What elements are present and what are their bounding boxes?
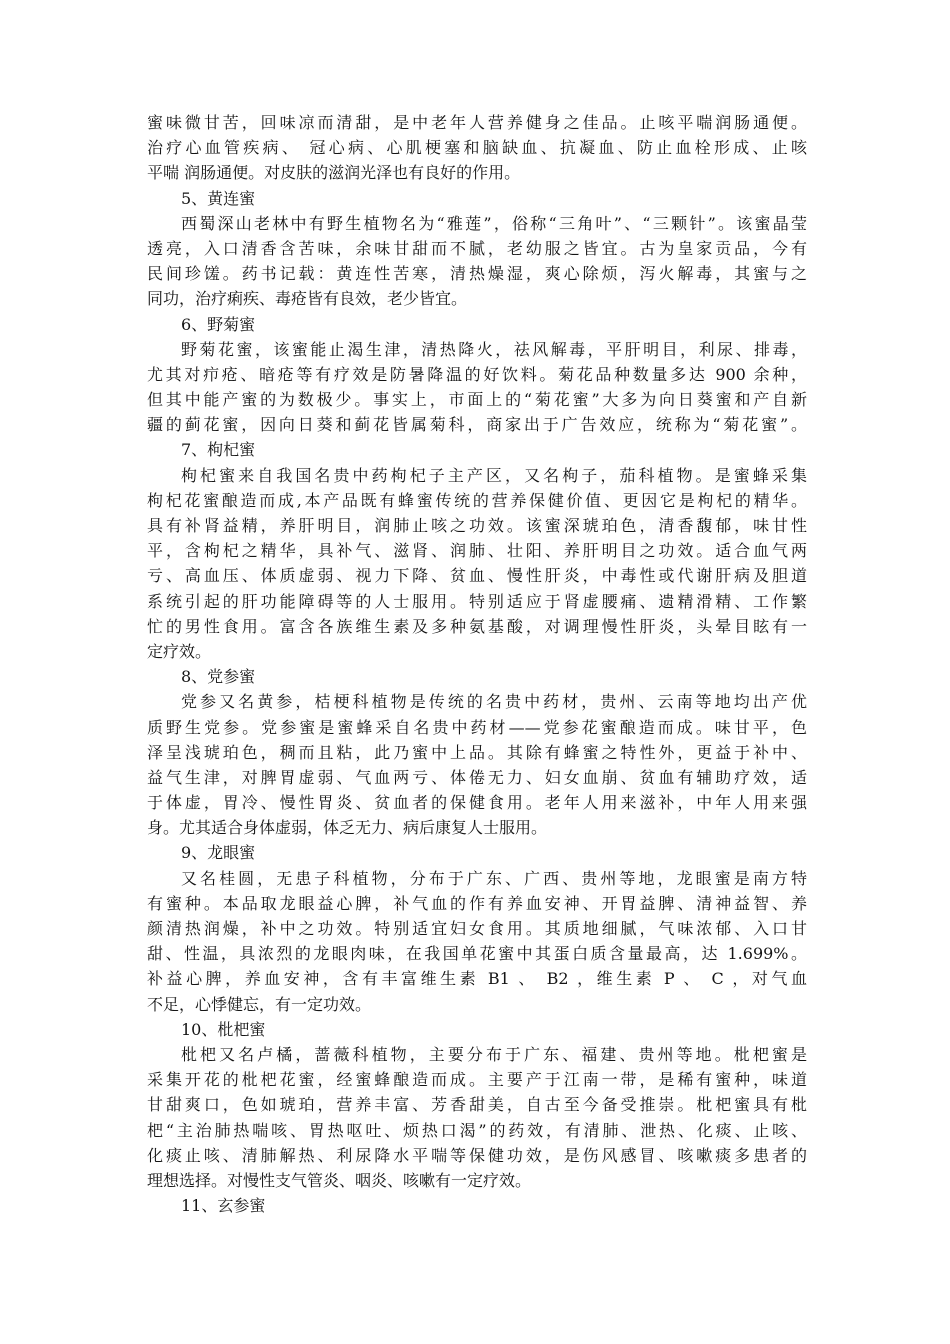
paragraph-line: 补益心脾，养血安神，含有丰富维生素 B1 、 B2 ，维生素 P 、 C ，对气血 <box>147 969 807 989</box>
paragraph-line: 甜、性温，具浓烈的龙眼肉味，在我国单花蜜中其蛋白质含量最高，达 1.699%。 <box>147 944 807 964</box>
paragraph-line: 采集开花的枇杷花蜜，经蜜蜂酿造而成。主要产于江南一带，是稀有蜜种，味道 <box>147 1070 807 1090</box>
paragraph-line: 理想选择。对慢性支气管炎、咽炎、咳嗽有一定疗效。 <box>147 1170 532 1190</box>
paragraph-line: 身。尤其适合身体虚弱，体乏无力、病后康复人士服用。 <box>147 818 548 838</box>
paragraph-line: 野菊花蜜，该蜜能止渴生津，清热降火，祛风解毒，平肝明目，利尿、排毒， <box>181 339 807 359</box>
paragraph-line: 甘甜爽口，色如琥珀，营养丰富、芳香甜美，自古至今备受推崇。枇杷蜜具有枇 <box>147 1095 807 1115</box>
paragraph-line: 杷“主治肺热喘咳、胃热呕吐、烦热口渴”的药效，有清肺、泄热、化痰、止咳、 <box>147 1120 807 1140</box>
paragraph-line: 党参又名黄参，桔梗科植物是传统的名贵中药材，贵州、云南等地均出产优 <box>181 692 807 712</box>
paragraph-line: 不足，心悸健忘，有一定功效。 <box>147 994 372 1014</box>
paragraph-line: 疆的蓟花蜜，因向日葵和蓟花皆属菊科，商家出于广告效应，统称为“菊花蜜”。 <box>147 415 807 435</box>
paragraph-line: 同功，治疗痢疾、毒疮皆有良效，老少皆宜。 <box>147 289 468 309</box>
paragraph-line: 化痰止咳、清肺解热、利尿降水平喘等保健功效，是伤风感冒、咳嗽痰多患者的 <box>147 1145 807 1165</box>
paragraph-line: 平，含枸杞之精华，具补气、滋肾、润肺、壮阳、养肝明目之功效。适合血气两 <box>147 541 807 561</box>
paragraph-line: 系统引起的肝功能障碍等的人士服用。特别适应于肾虚腰痛、遗精滑精、工作繁 <box>147 591 807 611</box>
paragraph-line: 治疗心血管疾病、 冠心病、心肌梗塞和脑缺血、抗凝血、防止血栓形成、止咳 <box>147 138 807 158</box>
paragraph-line: 于体虚，胃冷、慢性胃炎、贫血者的保健食用。老年人用来滋补，中年人用来强 <box>147 793 807 813</box>
paragraph-line: 又名桂圆，无患子科植物，分布于广东、广西、贵州等地，龙眼蜜是南方特 <box>181 868 807 888</box>
paragraph-line: 但其中能产蜜的为数极少。事实上，市面上的“菊花蜜”大多为向日葵蜜和产自新 <box>147 390 807 410</box>
paragraph-line: 忙的男性食用。富含各族维生素及多种氨基酸，对调理慢性肝炎，头晕目眩有一 <box>147 616 807 636</box>
section-heading: 8、党参蜜 <box>181 667 256 687</box>
paragraph-line: 益气生津，对脾胃虚弱、气血两亏、体倦无力、妇女血崩、贫血有辅助疗效，适 <box>147 767 807 787</box>
section-heading: 5、黄连蜜 <box>181 188 256 208</box>
section-heading: 9、龙眼蜜 <box>181 843 256 863</box>
section-heading: 10、枇杷蜜 <box>181 1019 266 1039</box>
paragraph-line: 蜜味微甘苦，回味凉而清甜，是中老年人营养健身之佳品。止咳平喘润肠通便。 <box>147 113 807 132</box>
paragraph-line: 有蜜种。本品取龙眼益心脾，补气血的作有养血安神、开胃益脾、清神益智、养 <box>147 893 807 913</box>
section-heading: 6、野菊蜜 <box>181 314 256 334</box>
paragraph-line: 枇杷又名卢橘，蔷薇科植物，主要分布于广东、福建、贵州等地。枇杷蜜是 <box>181 1044 807 1064</box>
section-heading: 11、玄参蜜 <box>181 1196 266 1216</box>
paragraph-line: 亏、高血压、体质虚弱、视力下降、贫血、慢性肝炎，中毒性或代谢肝病及胆道 <box>147 566 807 586</box>
paragraph-line: 平喘 润肠通便。对皮肤的滋润光泽也有良好的作用。 <box>147 163 521 183</box>
paragraph-line: 泽呈浅琥珀色，稠而且粘，此乃蜜中上品。其除有蜂蜜之特性外，更益于补中、 <box>147 742 807 762</box>
paragraph-line: 颜清热润燥，补中之功效。特别适宜妇女食用。其质地细腻，气味浓郁、入口甘 <box>147 919 807 938</box>
paragraph-line: 尤其对疖疮、暗疮等有疗效是防暑降温的好饮料。菊花品种数量多达 900 余种， <box>147 364 807 384</box>
paragraph-line: 定疗效。 <box>147 641 212 661</box>
paragraph-line: 枸杞花蜜酿造而成,本产品既有蜂蜜传统的营养保健价值、更因它是枸杞的精华。 <box>147 490 807 510</box>
section-heading: 7、枸杞蜜 <box>181 440 256 460</box>
paragraph-line: 枸杞蜜来自我国名贵中药枸杞子主产区，又名枸子，茄科植物。是蜜蜂采集 <box>181 465 807 485</box>
paragraph-line: 民间珍馐。药书记载：黄连性苦寒，清热燥湿，爽心除烦，泻火解毒，其蜜与之 <box>147 264 807 284</box>
paragraph-line: 具有补肾益精，养肝明目，润肺止咳之功效。该蜜深琥珀色，清香馥郁，味甘性 <box>147 516 807 535</box>
paragraph-line: 透亮，入口清香含苦味，余味甘甜而不腻，老幼服之皆宜。古为皇家贡品，今有 <box>147 238 807 258</box>
document-page <box>147 110 807 1218</box>
paragraph-line: 质野生党参。党参蜜是蜜蜂采自名贵中药材——党参花蜜酿造而成。味甘平，色 <box>147 717 807 737</box>
paragraph-line: 西蜀深山老林中有野生植物名为“雅莲”，俗称“三角叶”、“三颗针”。该蜜晶莹 <box>181 213 807 233</box>
